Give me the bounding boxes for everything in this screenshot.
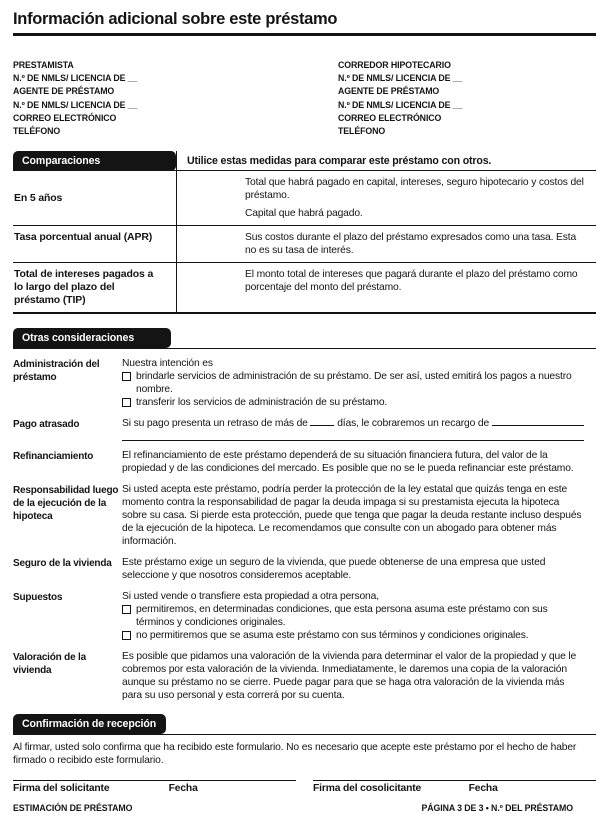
contact-info-section <box>13 59 596 138</box>
consideration-row-assumption <box>13 590 596 642</box>
section-header-rule <box>13 714 596 735</box>
applicant-signature-label: Firma del solicitante <box>13 783 110 795</box>
row-description <box>176 171 596 225</box>
broker-email-label: CORREO ELECTRÓNICO <box>338 112 442 123</box>
lender-nmls-line: N.º DE NMLS/ LICENCIA DE __ <box>13 73 138 84</box>
page-title: Información adicional sobre este préstamo <box>13 8 596 36</box>
servicing-option-transfer <box>122 396 586 409</box>
fee-blank-field[interactable] <box>492 417 584 426</box>
coapplicant-signature-label: Firma del cosolicitante <box>313 783 422 795</box>
row-label-in-5-years: En 5 años <box>14 191 63 204</box>
footer-page-number: PÁGINA 3 DE 3 • N.º DEL PRÉSTAMO <box>421 803 573 814</box>
other-considerations-section <box>13 328 596 702</box>
applicant-date-label: Fecha <box>168 783 198 795</box>
confirm-receipt-tab: Confirmación de recepción <box>13 714 166 734</box>
comparisons-header-text: Utilice estas medidas para comparar este préstamo con otros. <box>176 151 596 170</box>
section-header-rule <box>13 328 596 349</box>
loan-officer-nmls-line: N.º DE NMLS/ LICENCIA DE __ <box>13 99 138 110</box>
row-label: Administración del préstamo <box>13 359 100 384</box>
assumption-option-allow <box>122 603 586 629</box>
consideration-row-late-payment <box>13 417 596 441</box>
table-row <box>13 225 596 262</box>
assumption-option-deny <box>122 629 586 642</box>
table-row <box>13 262 596 312</box>
signature-labels <box>313 783 596 794</box>
broker-officer-nmls-line: N.º DE NMLS/ LICENCIA DE __ <box>338 99 463 110</box>
comparisons-table <box>13 151 596 314</box>
description-paragraph: El monto total de intereses que pagará durante el plazo del préstamo como porcentaje del monto del préstamo. <box>245 269 578 294</box>
option-label: no permitiremos que se asuma este préstamo con sus términos y condiciones originales. <box>136 630 529 642</box>
option-label: permitiremos, en determinadas condiciones, que esta persona asuma este préstamo con sus términos y condiciones originales. <box>136 604 548 629</box>
checkbox-icon[interactable] <box>122 398 131 407</box>
signature-labels <box>13 783 296 794</box>
fee-blank-field-continued[interactable] <box>122 430 584 441</box>
servicing-option-retain <box>122 370 586 396</box>
comparisons-header-row <box>13 151 596 171</box>
table-row <box>13 171 596 225</box>
row-label-apr: Tasa porcentual anual (APR) <box>14 231 153 244</box>
applicant-signature-block <box>13 780 296 794</box>
loan-officer-label: AGENTE DE PRÉSTAMO <box>13 86 115 97</box>
description-paragraph: Capital que habrá pagado. <box>245 208 363 220</box>
servicing-intro: Nuestra intención es <box>122 358 213 370</box>
row-description <box>176 263 596 312</box>
row-label: Supuestos <box>13 592 63 604</box>
checkbox-icon[interactable] <box>122 605 131 614</box>
checkbox-icon[interactable] <box>122 372 131 381</box>
comparisons-section-tab: Comparaciones <box>13 151 176 171</box>
option-label: transferir los servicios de administración de su préstamo. <box>136 397 388 409</box>
confirm-receipt-section <box>13 714 596 767</box>
page-footer <box>13 803 596 813</box>
row-body: El refinanciamiento de este préstamo dependerá de su situación financiera futura, del valor de la propiedad y de las condiciones del mercado. Es posible que no se le pueda refinanciar este préstamo. <box>122 450 574 475</box>
assumption-intro: Si usted vende o transfiere esta propiedad a otra persona, <box>122 591 379 603</box>
broker-label: CORREDOR HIPOTECARIO <box>338 60 451 70</box>
late-payment-text-1: Si su pago presenta un retraso de más de <box>122 418 308 430</box>
row-label: Refinanciamiento <box>13 451 94 463</box>
row-body: Es posible que pidamos una valoración de la vivienda para determinar el valor de la propiedad y que le cobremos por esta valoración de la vivienda. Inmediatamente, le daremos una copia de la valoración aunque su préstamo no se cierre. Puede pagar para que se haga otra valoración de la vivienda más para su uso personal y esta correrá por su cuenta. <box>122 651 577 702</box>
broker-contact-block <box>338 59 596 138</box>
consideration-row-servicing <box>13 357 596 409</box>
signature-section <box>13 780 596 794</box>
row-body: Este préstamo exige un seguro de la vivienda, que puede obtenerse de una empresa que usted seleccione y que nosotros consideremos aceptable. <box>122 557 546 582</box>
broker-phone-label: TELÉFONO <box>338 126 386 137</box>
consideration-row-insurance <box>13 556 596 582</box>
consideration-row-refinance <box>13 449 596 475</box>
consideration-row-appraisal <box>13 650 596 702</box>
email-label: CORREO ELECTRÓNICO <box>13 112 117 123</box>
footer-form-name: ESTIMACIÓN DE PRÉSTAMO <box>13 803 133 814</box>
row-label: Pago atrasado <box>13 419 80 431</box>
confirm-receipt-text: Al firmar, usted solo confirma que ha recibido este formulario. No es necesario que acepte este préstamo por el hecho de haber firmado o recibido este formulario. <box>13 742 577 767</box>
broker-officer-label: AGENTE DE PRÉSTAMO <box>338 86 440 97</box>
row-label: Seguro de la vivienda <box>13 558 112 570</box>
row-label-tip: Total de intereses pagados a lo largo del plazo del préstamo (TIP) <box>14 268 154 307</box>
option-label: brindarle servicios de administración de su préstamo. De ser así, usted emitirá los pagos a nuestro nombre. <box>136 371 572 396</box>
coapplicant-signature-block <box>313 780 596 794</box>
description-paragraph: Total que habrá pagado en capital, intereses, seguro hipotecario y costos del préstamo. <box>245 177 584 202</box>
days-blank-field[interactable] <box>310 417 334 426</box>
consideration-row-liability <box>13 483 596 548</box>
row-body: Si usted acepta este préstamo, podría perder la protección de la ley estatal que quizás tenga en este momento contra la responsabilidad de pagar la deuda impaga si su prestamista ejecuta la hipoteca sobre su casa. Si pierde esta protección, puede que tenga que pagar la deuda restante incluso después de la ejecución de la hipoteca. Le recomendamos que consulte con un abogado para obtener más información. <box>122 484 582 548</box>
lender-contact-block <box>13 59 338 138</box>
row-label: Valoración de la vivienda <box>13 652 86 677</box>
row-description <box>176 226 596 262</box>
checkbox-icon[interactable] <box>122 631 131 640</box>
other-considerations-tab: Otras consideraciones <box>13 328 171 348</box>
broker-nmls-line: N.º DE NMLS/ LICENCIA DE __ <box>338 73 463 84</box>
row-label: Responsabilidad luego de la ejecución de la hipoteca <box>13 485 119 523</box>
phone-label: TELÉFONO <box>13 126 61 137</box>
description-paragraph: Sus costos durante el plazo del préstamo expresados como una tasa. Esta no es su tasa de interés. <box>245 232 577 257</box>
row-body <box>122 417 596 441</box>
coapplicant-date-label: Fecha <box>468 783 498 795</box>
row-body <box>122 357 596 409</box>
lender-label: PRESTAMISTA <box>13 60 74 70</box>
late-payment-text-2: días, le cobraremos un recargo de <box>337 418 490 430</box>
row-body <box>122 590 596 642</box>
